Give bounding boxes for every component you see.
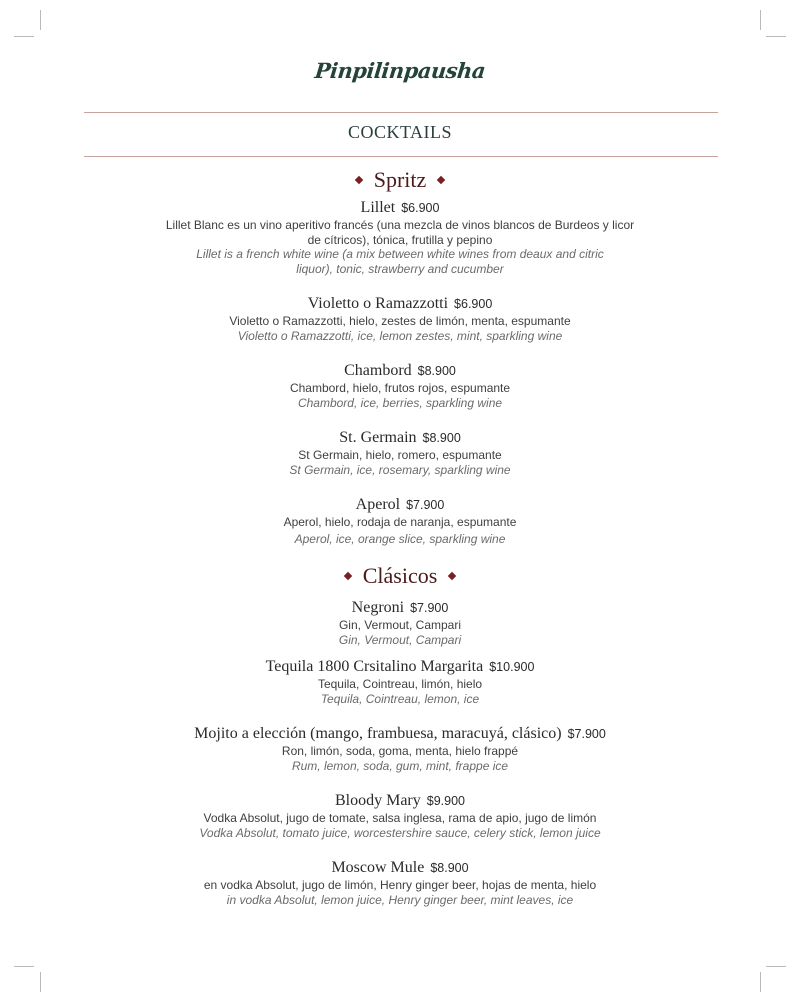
item-price: $7.900 <box>406 498 445 512</box>
item-description-en: Tequila, Cointreau, lemon, ice <box>320 691 480 706</box>
category-spritz <box>120 166 680 546</box>
item-name: Negroni <box>351 599 405 616</box>
category-heading <box>120 562 680 590</box>
item-description-en: St Germain, ice, rosemary, sparkling wine <box>289 462 511 477</box>
item-name: Violetto o Ramazzotti <box>307 295 449 312</box>
item-description-es: en vodka Absolut, jugo de limón, Henry ginger beer, hojas de menta, hielo <box>203 878 597 892</box>
diamond-icon <box>437 176 445 184</box>
item-name: Moscow Mule <box>331 859 425 876</box>
item-price: $8.900 <box>417 364 456 378</box>
item-description-en: Lillet is a french white wine (a mix between white wines from deaux and citric liquor), tonic, strawberry and cucumber <box>196 247 604 276</box>
item-description-en: Chambord, ice, berries, sparkling wine <box>297 395 503 410</box>
crop-mark <box>766 966 786 967</box>
menu-item <box>120 294 680 343</box>
menu-item <box>120 495 680 546</box>
item-price: $7.900 <box>567 727 606 741</box>
item-name: Mojito a elección (mango, frambuesa, maracuyá, clásico) <box>194 725 562 742</box>
item-name: Tequila 1800 Crsitalino Margarita <box>265 658 484 675</box>
item-name: Aperol <box>355 496 401 513</box>
item-description-es: Lillet Blanc es un vino aperitivo francés (una mezcla de vinos blancos de Burdeos y licor de cítricos), tónica, frutilla y pepino <box>165 218 635 247</box>
diamond-icon <box>448 572 456 580</box>
item-price: $8.900 <box>430 861 469 875</box>
item-description-en: in vodka Absolut, lemon juice, Henry ginger beer, mint leaves, ice <box>226 892 574 907</box>
crop-mark <box>40 10 41 30</box>
menu-item <box>120 428 680 477</box>
item-description-en: Gin, Vermout, Campari <box>338 632 462 647</box>
restaurant-logo: Pinpilinpausha <box>313 58 487 83</box>
category-name: Clásicos <box>362 563 438 588</box>
menu-item <box>120 724 680 773</box>
crop-mark <box>14 36 34 37</box>
menu-item <box>120 657 680 706</box>
menu-item <box>120 598 680 647</box>
menu-content <box>120 166 680 907</box>
crop-mark <box>760 10 761 30</box>
item-name: Bloody Mary <box>334 792 421 809</box>
header-rule-bottom <box>84 156 718 157</box>
crop-mark <box>760 972 761 992</box>
category-clasicos <box>120 562 680 907</box>
diamond-icon <box>354 176 362 184</box>
crop-mark <box>40 972 41 992</box>
item-description-es: Gin, Vermout, Campari <box>338 618 462 632</box>
item-description-en: Aperol, ice, orange slice, sparkling wine <box>294 531 506 546</box>
menu-item <box>120 858 680 907</box>
item-description-en: Vodka Absolut, tomato juice, worcestershire sauce, celery stick, lemon juice <box>199 825 601 840</box>
menu-item <box>120 198 680 276</box>
item-price: $9.900 <box>426 794 465 808</box>
item-description-es: Tequila, Cointreau, limón, hielo <box>317 677 483 691</box>
menu-item <box>120 791 680 840</box>
menu-item <box>120 361 680 410</box>
category-name: Spritz <box>373 167 427 192</box>
item-price: $8.900 <box>422 431 461 445</box>
crop-mark <box>766 36 786 37</box>
item-description-es: Aperol, hielo, rodaja de naranja, espumante <box>283 515 517 529</box>
item-description-es: Violetto o Ramazzotti, hielo, zestes de limón, menta, espumante <box>229 314 571 328</box>
header-rule-top <box>84 112 718 113</box>
item-price: $10.900 <box>489 660 535 674</box>
item-description-es: Ron, limón, soda, goma, menta, hielo frappé <box>281 744 519 758</box>
item-description-en: Rum, lemon, soda, gum, mint, frappe ice <box>291 758 509 773</box>
item-price: $6.900 <box>454 297 493 311</box>
item-description-en: Violetto o Ramazzotti, ice, lemon zestes, mint, sparkling wine <box>237 328 563 343</box>
item-name: St. Germain <box>339 429 417 446</box>
item-name: Lillet <box>360 199 396 216</box>
diamond-icon <box>343 572 351 580</box>
section-title: COCKTAILS <box>347 122 453 142</box>
item-description-es: Chambord, hielo, frutos rojos, espumante <box>289 381 511 395</box>
item-name: Chambord <box>344 362 412 379</box>
item-description-es: St Germain, hielo, romero, espumante <box>298 448 502 462</box>
item-price: $7.900 <box>410 601 449 615</box>
crop-mark <box>14 966 34 967</box>
item-price: $6.900 <box>401 201 440 215</box>
category-heading <box>120 166 680 194</box>
item-description-es: Vodka Absolut, jugo de tomate, salsa inglesa, rama de apio, jugo de limón <box>203 811 597 825</box>
